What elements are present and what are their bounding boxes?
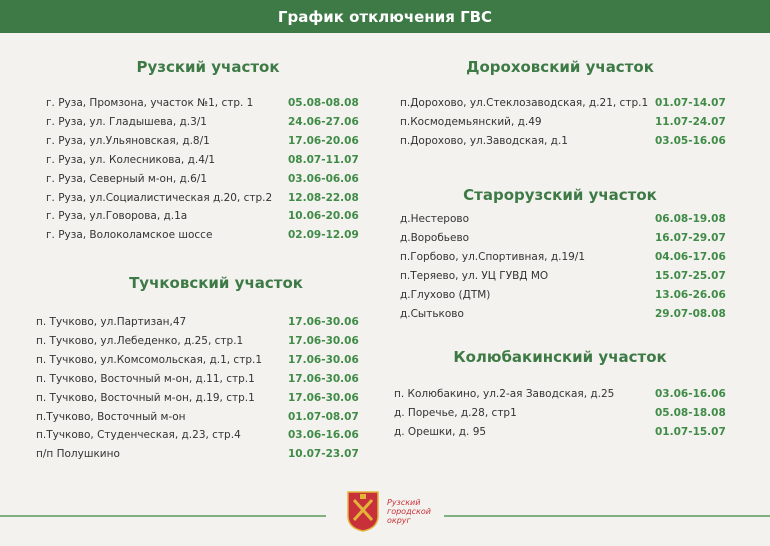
schedule-row (394, 423, 725, 442)
row-address: п.Теряево, ул. УЦ ГУВД МО (400, 269, 549, 282)
row-dates: 13.06-26.06 (655, 288, 726, 301)
row-address: д.Глухово (ДТМ) (400, 288, 491, 301)
section-title-staroruza: Старорузский участок (463, 186, 657, 204)
logo-text (387, 498, 431, 525)
schedule-row (394, 404, 725, 423)
row-dates: 29.07-08.08 (655, 307, 726, 320)
schedule-row (46, 207, 358, 226)
row-dates: 03.06-16.06 (655, 388, 726, 400)
row-address: п.Горбово, ул.Спортивная, д.19/1 (400, 250, 586, 263)
row-dates: 01.07-15.07 (655, 425, 726, 438)
schedule-row (394, 385, 725, 404)
schedule-row (36, 313, 358, 332)
schedule-row (46, 170, 358, 189)
row-address: д.Нестерово (400, 213, 470, 225)
row-dates: 10.07-23.07 (288, 448, 359, 461)
row-address: д. Поречье, д.28, стр1 (394, 406, 517, 419)
row-address: д. Орешки, д. 95 (394, 425, 487, 438)
row-address: г. Руза, ул.Говорова, д.1а (46, 210, 188, 223)
schedule-row (46, 151, 358, 170)
page-title: График отключения ГВС (277, 7, 493, 26)
row-address: г. Руза, Северный м-он, д.6/1 (46, 172, 208, 185)
row-dates: 17.06-30.06 (288, 391, 359, 404)
row-dates: 03.06-06.06 (288, 172, 359, 185)
schedule-row (400, 286, 725, 305)
logo-text-line: Рузский (387, 498, 421, 507)
row-address: д.Сытьково (400, 307, 464, 320)
row-address: г. Руза, Волоколамское шоссе (46, 229, 213, 242)
row-address: г. Руза, ул. Гладышева, д.3/1 (46, 115, 207, 128)
row-address: п. Тучково, Восточный м-он, д.11, стр.1 (36, 372, 255, 385)
schedule-row (46, 189, 358, 208)
row-address: п/п Полушкино (36, 448, 120, 461)
row-address: п.Дорохово, ул.Заводская, д.1 (400, 134, 568, 147)
row-dates: 16.07-29.07 (655, 231, 726, 244)
schedule-row (36, 332, 358, 351)
row-dates: 08.07-11.07 (288, 153, 359, 166)
coat-of-arms-logo (346, 490, 380, 532)
logo-text-line: округ (387, 516, 411, 525)
schedule-row (400, 305, 725, 324)
row-dates: 05.08-08.08 (288, 97, 359, 109)
row-address: д.Воробьево (400, 231, 470, 244)
footer-line-left (0, 515, 326, 517)
section-title-dorokhovo: Дороховский участок (466, 58, 654, 76)
row-dates: 03.05-16.06 (655, 134, 726, 147)
schedule-row (46, 94, 358, 113)
row-dates: 17.06-30.06 (288, 334, 359, 347)
schedule-row (400, 94, 725, 113)
schedule-row (46, 226, 358, 245)
schedule-row (36, 389, 358, 408)
row-address: п.Тучково, Студенческая, д.23, стр.4 (36, 429, 241, 442)
schedule-row (36, 408, 358, 427)
footer-line-right (444, 515, 770, 517)
row-dates: 24.06-27.06 (288, 115, 359, 128)
schedule-row (400, 132, 725, 151)
row-address: г. Руза, ул.Ульяновская, д.8/1 (46, 134, 210, 147)
schedule-row (36, 426, 358, 445)
schedule-row (46, 113, 358, 132)
row-dates: 05.08-18.08 (655, 406, 726, 419)
row-address: п.Тучково, Восточный м-он (36, 410, 186, 423)
row-address: п. Тучково, ул.Лебеденко, д.25, стр.1 (36, 334, 244, 347)
schedule-row (36, 445, 358, 464)
schedule-row (36, 370, 358, 389)
schedule-row (400, 229, 725, 248)
row-dates: 12.08-22.08 (288, 191, 359, 204)
section-title-ruza: Рузский участок (136, 58, 280, 76)
row-address: п.Космодемьянский, д.49 (400, 115, 542, 128)
row-dates: 17.06-30.06 (288, 372, 359, 385)
row-address: п.Дорохово, ул.Стеклозаводская, д.21, стр.1 (400, 97, 649, 109)
row-address: п. Тучково, ул.Партизан,47 (36, 316, 187, 328)
row-dates: 03.06-16.06 (288, 429, 359, 442)
row-dates: 15.07-25.07 (655, 269, 726, 282)
row-dates: 04.06-17.06 (655, 250, 726, 263)
schedule-row (400, 113, 725, 132)
row-dates: 10.06-20.06 (288, 210, 359, 223)
row-dates: 06.08-19.08 (655, 213, 726, 225)
schedule-row (36, 351, 358, 370)
schedule-row (400, 210, 725, 229)
row-dates: 01.07-14.07 (655, 97, 726, 109)
section-title-tuchkovo: Тучковский участок (129, 274, 303, 292)
row-address: п. Тучково, Восточный м-он, д.19, стр.1 (36, 391, 255, 404)
row-address: г. Руза, ул.Социалистическая д.20, стр.2 (46, 191, 273, 204)
row-dates: 01.07-08.07 (288, 410, 359, 423)
schedule-row (400, 267, 725, 286)
row-dates: 17.06-20.06 (288, 134, 359, 147)
schedule-row (400, 248, 725, 267)
row-dates: 02.09-12.09 (288, 229, 359, 242)
row-address: г. Руза, ул. Колесникова, д.4/1 (46, 153, 216, 166)
row-address: п. Колюбакино, ул.2-ая Заводская, д.25 (394, 388, 615, 400)
row-dates: 17.06-30.06 (288, 316, 359, 328)
row-dates: 17.06-30.06 (288, 353, 359, 366)
row-address: п. Тучково, ул.Комсомольская, д.1, стр.1 (36, 353, 262, 366)
row-address: г. Руза, Промзона, участок №1, стр. 1 (46, 97, 254, 109)
schedule-row (46, 132, 358, 151)
row-dates: 11.07-24.07 (655, 115, 726, 128)
logo-text-line: городской (387, 507, 431, 516)
page-header (0, 0, 770, 33)
section-title-kolyubakino: Колюбакинский участок (453, 348, 667, 366)
